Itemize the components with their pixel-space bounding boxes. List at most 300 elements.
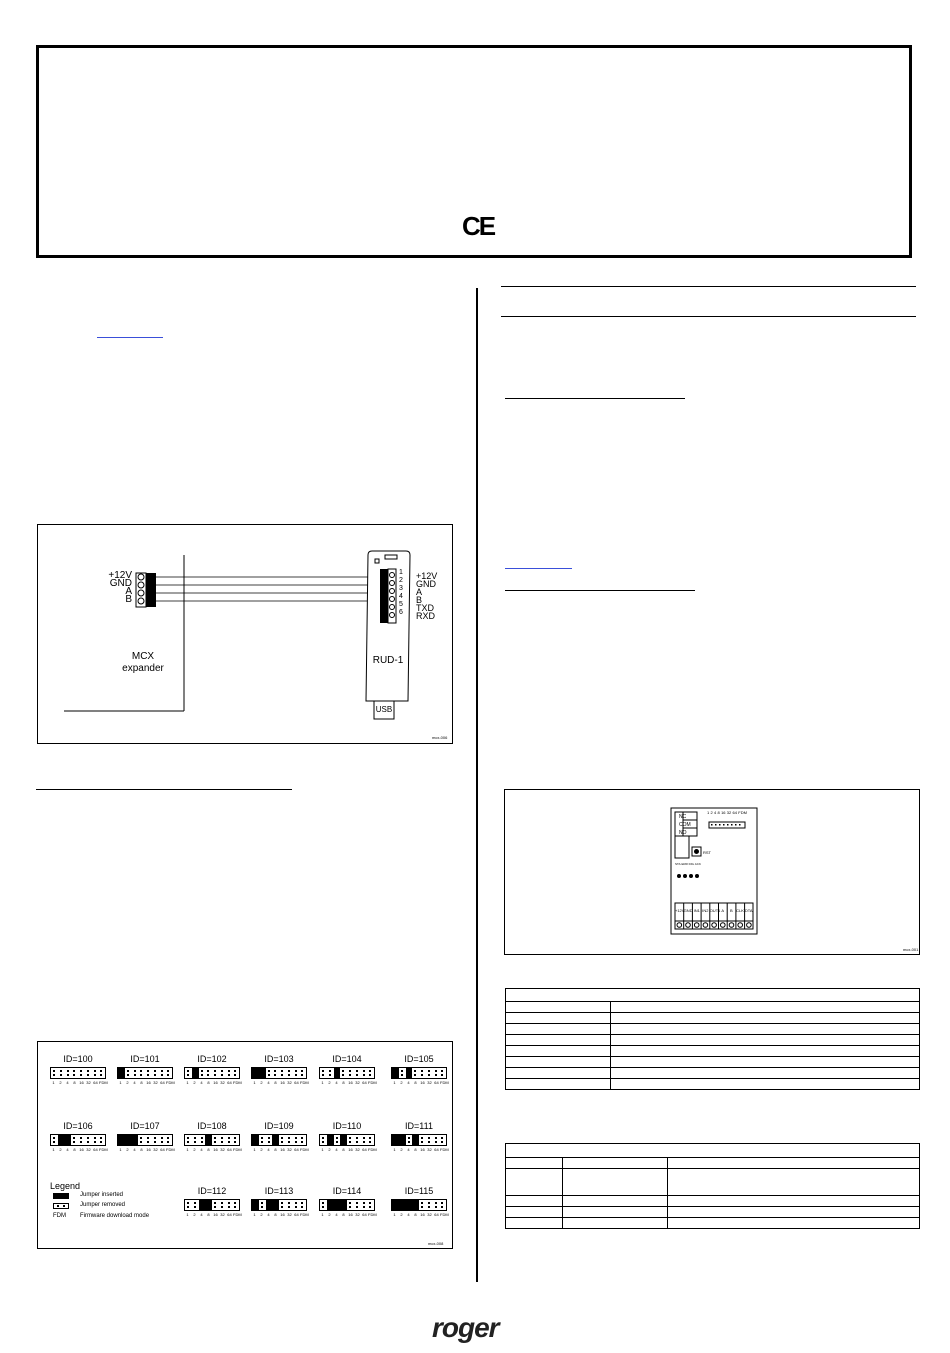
jumper-block xyxy=(391,1186,447,1217)
jumper-removed xyxy=(165,1135,172,1145)
jumper-removed xyxy=(85,1135,92,1145)
wiring-diagram-figure xyxy=(37,524,453,744)
jumper-removed xyxy=(98,1135,105,1145)
jumper-bit-label: 32 xyxy=(427,1147,432,1152)
jumper-header xyxy=(319,1067,375,1079)
jumper-removed xyxy=(367,1200,374,1210)
jumper-bit-label: 8 xyxy=(342,1212,345,1217)
jumper-bit-label: 32 xyxy=(153,1080,158,1085)
mcx-label-b: B xyxy=(125,594,132,605)
link-underline-2[interactable] xyxy=(505,568,572,569)
jumper-header xyxy=(391,1067,447,1079)
jumper-header xyxy=(184,1199,240,1211)
jumper-bit-label: 16 xyxy=(348,1212,353,1217)
jumper-inserted xyxy=(340,1200,347,1210)
jumper-bit-label: 64 xyxy=(434,1080,439,1085)
table-cell xyxy=(563,1218,668,1229)
jumper-inserted xyxy=(392,1200,399,1210)
jumper-inserted xyxy=(334,1200,341,1210)
jumper-inserted xyxy=(334,1068,341,1078)
jumper-bit-label: 64 xyxy=(160,1147,165,1152)
jumper-removed xyxy=(212,1068,219,1078)
jumper-bit-label: FDM xyxy=(368,1080,377,1085)
table-cell xyxy=(611,1046,920,1057)
jumper-bit-label: 64 xyxy=(294,1080,299,1085)
jumper-bit-labels xyxy=(251,1212,307,1217)
jumper-removed xyxy=(259,1135,266,1145)
table-cell xyxy=(563,1169,668,1196)
jumper-removed xyxy=(347,1068,354,1078)
jumper-bit-label: 32 xyxy=(220,1080,225,1085)
jumper-bit-label: 16 xyxy=(146,1080,151,1085)
jumper-removed xyxy=(279,1200,286,1210)
jumper-block xyxy=(184,1121,240,1152)
jumper-removed xyxy=(219,1200,226,1210)
led-label: ACK xyxy=(694,862,701,866)
jumper-removed xyxy=(433,1135,440,1145)
table-cell xyxy=(506,1207,563,1218)
jumper-bit-label: 8 xyxy=(342,1147,345,1152)
jumper-inserted xyxy=(65,1135,72,1145)
jumper-bit-label: 32 xyxy=(220,1147,225,1152)
terminal-label: GND xyxy=(683,908,693,913)
jumper-bit-label: 32 xyxy=(427,1212,432,1217)
jumper-id-label: ID=113 xyxy=(264,1186,294,1196)
jumper-removed xyxy=(78,1135,85,1145)
jumper-bit-label: 2 xyxy=(260,1080,263,1085)
jumper-id-label: ID=111 xyxy=(405,1121,433,1131)
jumper-inserted xyxy=(266,1200,273,1210)
jumper-bit-label: 2 xyxy=(328,1212,331,1217)
figure-code: mcx-006 xyxy=(432,735,448,740)
jumper-block xyxy=(117,1054,173,1085)
jumper-removed xyxy=(65,1068,72,1078)
pin-number: 1 xyxy=(399,569,403,576)
jumper-removed xyxy=(361,1135,368,1145)
jumper-bit-label: 1 xyxy=(186,1080,189,1085)
jumper-bit-label: 64 xyxy=(294,1147,299,1152)
jumper-bit-label: 1 xyxy=(393,1212,396,1217)
jumper-bit-label: 2 xyxy=(193,1212,196,1217)
jumper-removed xyxy=(138,1068,145,1078)
jumper-bit-label: 4 xyxy=(267,1212,270,1217)
mcx-label-gnd: GND xyxy=(109,578,132,589)
table-2-header xyxy=(506,1144,920,1158)
jumper-id-label: ID=115 xyxy=(404,1186,434,1196)
jumper-removed xyxy=(293,1068,300,1078)
bit-label: FDM xyxy=(738,810,747,815)
fdm-abbr: FDM xyxy=(53,1213,66,1219)
jumper-bit-label: FDM xyxy=(440,1080,449,1085)
jumper-bit-label: 2 xyxy=(59,1080,62,1085)
link-underline[interactable] xyxy=(97,337,163,338)
jumper-removed xyxy=(439,1068,446,1078)
jumper-bit-label: 32 xyxy=(86,1080,91,1085)
jumper-removed xyxy=(51,1135,58,1145)
jumper-removed xyxy=(266,1068,273,1078)
jumper-removed xyxy=(205,1068,212,1078)
table-cell xyxy=(611,1013,920,1024)
jumper-removed xyxy=(327,1068,334,1078)
jumper-removed xyxy=(219,1135,226,1145)
jumper-bit-label: 1 xyxy=(321,1147,324,1152)
jumper-header xyxy=(117,1067,173,1079)
jumper-bit-label: 1 xyxy=(393,1080,396,1085)
jumper-bit-label: 8 xyxy=(274,1212,277,1217)
jumper-header xyxy=(50,1134,106,1146)
jumper-bit-label: FDM xyxy=(440,1147,449,1152)
table-cell xyxy=(506,1218,563,1229)
led-labels xyxy=(675,862,701,866)
jumper-id-label: ID=112 xyxy=(197,1186,227,1196)
jumper-block xyxy=(184,1186,240,1217)
jumper-bit-label: 8 xyxy=(73,1080,76,1085)
jumper-inserted xyxy=(399,1135,406,1145)
jumper-removed xyxy=(199,1135,206,1145)
bit-label: 64 xyxy=(732,810,737,815)
jumper-removed xyxy=(51,1068,58,1078)
table-cell xyxy=(506,1068,611,1079)
jumper-bit-label: 1 xyxy=(253,1080,256,1085)
jumper-bit-label: FDM xyxy=(233,1147,242,1152)
jumper-bit-label: 2 xyxy=(400,1212,403,1217)
bit-labels xyxy=(707,810,747,815)
table-cell xyxy=(668,1158,920,1169)
jumper-bit-label: 64 xyxy=(227,1080,232,1085)
jumper-bit-label: 8 xyxy=(274,1080,277,1085)
jumper-bit-label: 2 xyxy=(400,1080,403,1085)
jumper-bit-label: FDM xyxy=(368,1212,377,1217)
jumper-bit-label: 1 xyxy=(253,1147,256,1152)
jumper-bit-label: 64 xyxy=(434,1147,439,1152)
jumper-inserted xyxy=(392,1068,399,1078)
jumper-id-label: ID=106 xyxy=(63,1121,93,1131)
relay-terminal-no: NO xyxy=(679,830,687,836)
jumper-inserted xyxy=(399,1200,406,1210)
jumper-removed xyxy=(286,1200,293,1210)
jumper-inserted xyxy=(132,1135,139,1145)
mcx-label-12v: +12V xyxy=(108,570,132,581)
terminal-label: IN2 xyxy=(702,908,709,913)
jumper-inserted xyxy=(118,1135,125,1145)
jumper-removed xyxy=(412,1068,419,1078)
table-cell xyxy=(506,1158,563,1169)
jumper-id-label: ID=100 xyxy=(63,1054,93,1064)
rud-label: TXD xyxy=(416,603,434,613)
table-cell xyxy=(563,1207,668,1218)
jumper-removed xyxy=(426,1068,433,1078)
jumper-removed xyxy=(165,1068,172,1078)
jumper-removed xyxy=(232,1200,239,1210)
mcx-device-label: MCX expander xyxy=(122,651,164,674)
jumper-bit-label: 32 xyxy=(287,1212,292,1217)
jumper-bit-label: 2 xyxy=(328,1080,331,1085)
jumper-bit-labels xyxy=(319,1080,375,1085)
jumper-bit-labels xyxy=(50,1147,106,1152)
jumper-inserted xyxy=(58,1135,65,1145)
table-cell xyxy=(668,1169,920,1196)
jumper-bit-label: 4 xyxy=(200,1080,203,1085)
jumper-removed xyxy=(419,1068,426,1078)
jumper-bit-label: 32 xyxy=(86,1147,91,1152)
jumper-removed xyxy=(226,1135,233,1145)
jumper-inserted xyxy=(327,1200,334,1210)
jumper-bit-label: FDM xyxy=(233,1080,242,1085)
jumper-bit-label: FDM xyxy=(300,1147,309,1152)
led-label: STA xyxy=(675,862,681,866)
jumper-bit-label: 64 xyxy=(362,1080,367,1085)
jumper-bit-label: 4 xyxy=(407,1080,410,1085)
table-cell xyxy=(611,1002,920,1013)
ce-mark: CE xyxy=(462,211,495,241)
rud-pin-labels xyxy=(416,572,437,620)
jumper-bit-labels xyxy=(251,1080,307,1085)
table-cell xyxy=(506,1079,611,1090)
jumper-removed-swatch xyxy=(53,1203,69,1209)
legend-inserted: Jumper inserted xyxy=(80,1192,124,1198)
jumper-removed xyxy=(286,1135,293,1145)
legend-removed: Jumper removed xyxy=(80,1202,126,1208)
jumper-header xyxy=(184,1134,240,1146)
jumper-removed xyxy=(71,1068,78,1078)
pin-number: 2 xyxy=(399,577,403,584)
jumper-block xyxy=(319,1121,375,1152)
jumper-removed xyxy=(433,1068,440,1078)
jumper-bit-label: 32 xyxy=(355,1147,360,1152)
jumper-bit-label: 4 xyxy=(267,1147,270,1152)
jumper-inserted xyxy=(340,1135,347,1145)
relay-terminal-com: COM xyxy=(679,822,691,828)
rud-device-label: RUD-1 xyxy=(372,655,404,666)
jumper-bit-label: 32 xyxy=(153,1147,158,1152)
jumper-removed xyxy=(212,1200,219,1210)
jumper-inserted xyxy=(259,1068,266,1078)
jumper-bit-label: 2 xyxy=(193,1080,196,1085)
id-jumper-figure xyxy=(37,1041,453,1249)
jumper-bit-label: 2 xyxy=(59,1147,62,1152)
jumper-inserted xyxy=(392,1135,399,1145)
section-rule xyxy=(36,789,292,790)
jumper-bit-label: 64 xyxy=(160,1080,165,1085)
table-cell xyxy=(668,1218,920,1229)
jumper-removed xyxy=(92,1135,99,1145)
terminal-label: OUT1 xyxy=(709,908,721,913)
jumper-bit-label: 32 xyxy=(355,1080,360,1085)
jumper-bit-label: 8 xyxy=(73,1147,76,1152)
jumper-bit-label: 16 xyxy=(420,1212,425,1217)
jumper-removed xyxy=(85,1068,92,1078)
jumper-removed xyxy=(138,1135,145,1145)
jumper-block xyxy=(391,1054,447,1085)
jumper-bit-label: FDM xyxy=(300,1080,309,1085)
table-cell xyxy=(611,1035,920,1046)
led-label: DIG xyxy=(688,862,694,866)
table-2 xyxy=(505,1143,920,1229)
jumper-header xyxy=(251,1134,307,1146)
jumper-bit-label: 16 xyxy=(213,1212,218,1217)
jumper-removed xyxy=(132,1068,139,1078)
jumper-bit-label: 4 xyxy=(66,1147,69,1152)
jumper-id-label: ID=102 xyxy=(197,1054,227,1064)
jumper-removed xyxy=(232,1068,239,1078)
jumper-bit-label: 4 xyxy=(335,1080,338,1085)
jumper-removed xyxy=(185,1200,192,1210)
mcx-label-a: A xyxy=(125,586,132,597)
subsection-rule-2 xyxy=(505,590,695,591)
jumper-removed xyxy=(92,1068,99,1078)
jumper-bit-label: 64 xyxy=(227,1147,232,1152)
jumper-bit-label: 8 xyxy=(414,1147,417,1152)
jumper-removed xyxy=(226,1068,233,1078)
jumper-bit-label: 64 xyxy=(362,1212,367,1217)
jumper-header xyxy=(251,1067,307,1079)
pin-number: 6 xyxy=(399,609,403,616)
table-cell xyxy=(563,1196,668,1207)
terminal-label: IN1 xyxy=(693,908,700,913)
jumper-bit-label: 1 xyxy=(321,1080,324,1085)
jumper-removed xyxy=(145,1135,152,1145)
bit-label: 1 xyxy=(707,810,710,815)
jumper-bit-labels xyxy=(184,1080,240,1085)
rud-pin-numbers xyxy=(399,569,407,617)
jumper-removed xyxy=(293,1135,300,1145)
rud-label: RXD xyxy=(416,611,436,621)
pin-number: 5 xyxy=(399,601,403,608)
rud-label: B xyxy=(416,595,423,605)
jumper-removed xyxy=(320,1200,327,1210)
jumper-header xyxy=(391,1199,447,1211)
jumper-bit-label: 16 xyxy=(348,1147,353,1152)
legend-fdm: Firmware download mode xyxy=(80,1213,150,1219)
table-cell xyxy=(506,1035,611,1046)
jumper-bit-label: 4 xyxy=(133,1080,136,1085)
jumper-bit-label: FDM xyxy=(300,1212,309,1217)
jumper-inserted xyxy=(192,1068,199,1078)
jumper-header xyxy=(251,1199,307,1211)
jumper-inserted xyxy=(205,1200,212,1210)
table-cell xyxy=(506,1057,611,1068)
pin-number: 3 xyxy=(399,585,403,592)
jumper-id-label: ID=105 xyxy=(404,1054,434,1064)
jumper-bit-label: 64 xyxy=(434,1212,439,1217)
jumper-removed xyxy=(399,1068,406,1078)
jumper-bit-label: 2 xyxy=(126,1080,129,1085)
jumper-removed xyxy=(279,1135,286,1145)
table-cell xyxy=(611,1057,920,1068)
jumper-bit-label: 8 xyxy=(207,1147,210,1152)
jumper-removed xyxy=(354,1068,361,1078)
table-cell xyxy=(611,1068,920,1079)
jumper-removed xyxy=(71,1135,78,1145)
jumper-removed xyxy=(354,1200,361,1210)
jumper-bit-labels xyxy=(184,1212,240,1217)
jumper-removed xyxy=(259,1200,266,1210)
jumper-bit-label: 1 xyxy=(52,1147,55,1152)
jumper-bit-label: 16 xyxy=(79,1147,84,1152)
jumper-id-label: ID=108 xyxy=(197,1121,227,1131)
jumper-bit-label: 16 xyxy=(146,1147,151,1152)
jumper-removed xyxy=(212,1135,219,1145)
table-cell xyxy=(506,1013,611,1024)
jumper-removed xyxy=(152,1068,159,1078)
jumper-bit-labels xyxy=(117,1147,173,1152)
jumper-removed xyxy=(320,1068,327,1078)
jumper-bit-label: 2 xyxy=(400,1147,403,1152)
jumper-bit-labels xyxy=(391,1212,447,1217)
jumper-removed xyxy=(361,1068,368,1078)
jumper-removed xyxy=(199,1068,206,1078)
jumper-id-label: ID=107 xyxy=(130,1121,160,1131)
jumper-bit-label: 1 xyxy=(119,1080,122,1085)
jumper-inserted xyxy=(205,1135,212,1145)
jumper-bit-label: 1 xyxy=(321,1212,324,1217)
jumper-bit-label: 4 xyxy=(200,1212,203,1217)
jumper-bit-label: 64 xyxy=(227,1212,232,1217)
jumper-bit-label: 2 xyxy=(260,1147,263,1152)
jumper-block xyxy=(319,1186,375,1217)
jumper-removed xyxy=(58,1068,65,1078)
jumper-id-label: ID=104 xyxy=(332,1054,362,1064)
jumper-removed xyxy=(192,1135,199,1145)
jumper-bit-label: 16 xyxy=(420,1080,425,1085)
jumper-bit-label: 8 xyxy=(274,1147,277,1152)
jumper-removed xyxy=(340,1068,347,1078)
jumper-header xyxy=(319,1134,375,1146)
jumper-bit-label: 4 xyxy=(267,1080,270,1085)
terminal-label: A xyxy=(721,908,725,913)
bit-label: 4 xyxy=(714,810,717,815)
jumper-removed xyxy=(159,1068,166,1078)
jumper-removed xyxy=(406,1135,413,1145)
jumper-bit-label: 1 xyxy=(253,1212,256,1217)
jumper-removed xyxy=(354,1135,361,1145)
table-cell xyxy=(506,1024,611,1035)
jumper-bit-label: FDM xyxy=(99,1080,108,1085)
reset-label: RST xyxy=(703,850,711,855)
bit-label: 2 xyxy=(710,810,713,815)
table-cell xyxy=(506,1196,563,1207)
jumper-removed xyxy=(426,1135,433,1145)
jumper-inserted xyxy=(272,1135,279,1145)
bit-label: 8 xyxy=(717,810,720,815)
jumper-inserted xyxy=(252,1135,259,1145)
jumper-inserted xyxy=(252,1068,259,1078)
jumper-bit-labels xyxy=(251,1147,307,1152)
jumper-removed xyxy=(347,1200,354,1210)
jumper-block xyxy=(50,1054,106,1085)
jumper-bit-label: 16 xyxy=(280,1080,285,1085)
jumper-bit-label: FDM xyxy=(440,1212,449,1217)
jumper-bit-label: 1 xyxy=(186,1147,189,1152)
table-1 xyxy=(505,988,920,1090)
jumper-bit-label: 2 xyxy=(126,1147,129,1152)
relay-terminal-labels xyxy=(679,813,691,837)
jumper-removed xyxy=(192,1200,199,1210)
jumper-removed xyxy=(347,1135,354,1145)
jumper-removed xyxy=(152,1135,159,1145)
jumper-removed xyxy=(185,1068,192,1078)
led-label: ERR xyxy=(681,862,688,866)
jumper-id-label: ID=110 xyxy=(332,1121,362,1131)
jumper-removed xyxy=(299,1135,306,1145)
jumper-bit-label: 32 xyxy=(355,1212,360,1217)
jumper-block xyxy=(319,1054,375,1085)
terminal-label: CLK xyxy=(736,908,744,913)
jumper-bit-label: FDM xyxy=(233,1212,242,1217)
jumper-bit-label: 8 xyxy=(140,1080,143,1085)
mcx-pin-labels xyxy=(108,572,132,604)
bit-label: 16 xyxy=(721,810,726,815)
